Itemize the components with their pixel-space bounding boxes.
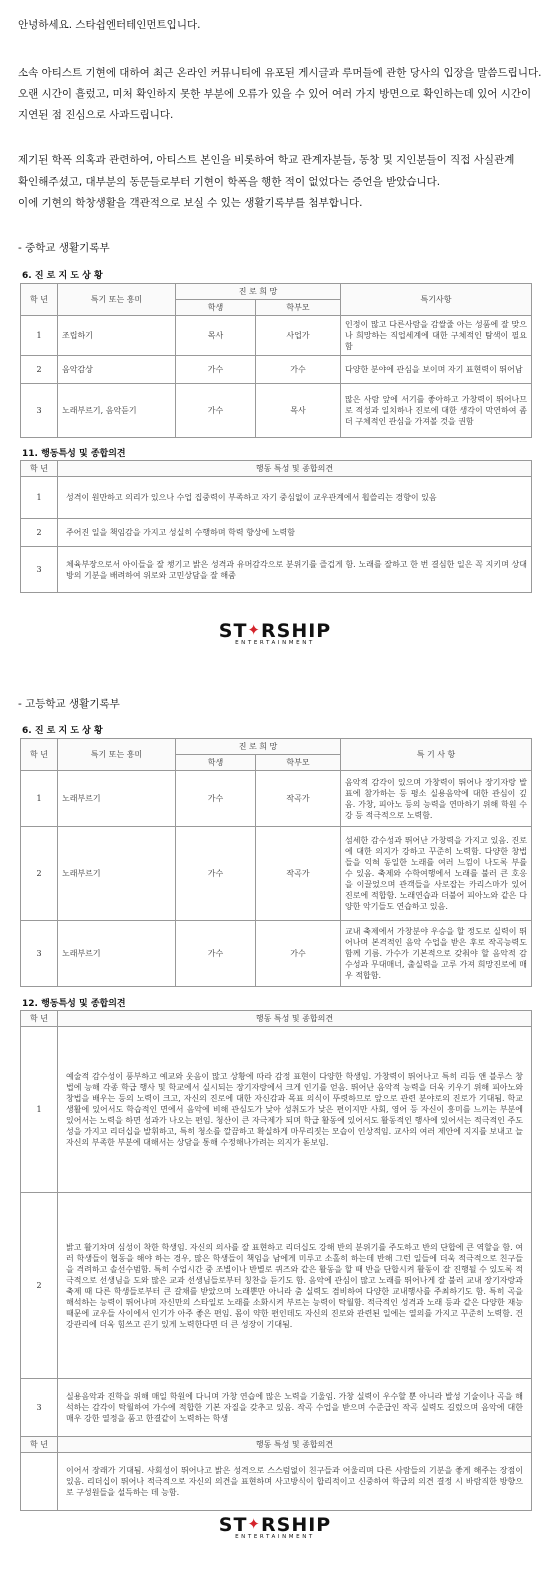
table-row [21,1453,532,1511]
header-grade: 학 년 [21,1011,58,1027]
logo-wordmark: ST✦RSHIP [218,1514,332,1536]
header-notes: 특 기 사 항 [341,739,532,771]
cell-parent: 작곡가 [256,771,341,827]
middle-behavior-title: 11. 행동특성 및 종합의견 [22,449,126,459]
cell-grade: 2 [21,519,58,547]
greeting-text: 안녕하세요. 스타쉽엔터테인먼트입니다. [18,19,201,31]
cell-student: 가수 [176,827,256,921]
cell-interest: 노래부르기 [58,827,176,921]
header-opinion: 행동 특성 및 종합의견 [58,461,532,477]
table-row [21,1193,532,1379]
cell-notes: 인정이 많고 다른사람을 감쌀줄 아는 성품에 잘 맞으나 희망하는 직업세계에 대한 구체적인 탐색이 필요함 [341,316,532,356]
table-row [21,827,532,921]
cell-parent: 목사 [256,384,341,438]
cell-parent: 가수 [256,356,341,384]
header-grade: 학 년 [21,1437,58,1453]
cell-grade: 3 [21,384,58,438]
cell-opinion: 주어진 일을 책임감을 가지고 성실히 수행하며 학력 향상에 노력함 [58,519,532,547]
high-career-table [20,738,532,987]
logo-subtitle: ENTERTAINMENT [235,1534,315,1540]
cell-interest: 음악감상 [58,356,176,384]
cell-grade-empty [21,1453,58,1511]
header-grade: 학 년 [21,461,58,477]
table-row [21,771,532,827]
starship-logo [0,1514,550,1540]
table-row [21,316,532,356]
header-grade: 학 년 [21,739,58,771]
cell-parent: 사업가 [256,316,341,356]
header-parent: 학부모 [256,755,341,771]
logo-subtitle: ENTERTAINMENT [235,640,315,646]
statement-line: 지연된 점 진심으로 사과드립니다. [18,109,174,121]
table-row [21,384,532,438]
table-row [21,1027,532,1193]
header-student: 학생 [176,300,256,316]
cell-interest: 노래부르기 [58,771,176,827]
cell-grade: 2 [21,827,58,921]
header-opinion: 행동 특성 및 종합의견 [58,1437,532,1453]
middle-behavior-table [20,460,532,593]
header-grade: 학 년 [21,284,58,316]
header-notes: 특기사항 [341,284,532,316]
statement-line: 이에 기현의 학창생활을 객관적으로 보실 수 있는 생활기록부를 첨부합니다. [18,197,363,209]
star-icon: ✦ [247,621,261,639]
cell-grade: 2 [21,1193,58,1379]
cell-grade: 1 [21,771,58,827]
cell-student: 가수 [176,356,256,384]
cell-parent: 작곡가 [256,827,341,921]
cell-grade: 1 [21,316,58,356]
statement-line: 제기된 학폭 의혹과 관련하여, 아티스트 본인을 비롯하여 학교 관계자분들, 동창 및 지인분들이 직접 사실관계 [18,154,515,166]
starship-logo [0,620,550,646]
cell-grade: 1 [21,1027,58,1193]
middle-career-table [20,283,532,438]
statement-line: 오랜 시간이 흘렀고, 미처 확인하지 못한 부분에 오류가 있을 수 있어 여러 가지 방면으로 확인하는데 있어 시간이 [18,88,532,100]
cell-interest: 노래부르기, 음악듣기 [58,384,176,438]
cell-notes: 섬세한 감수성과 뛰어난 가창력을 가지고 있음. 진로에 대한 의지가 강하고 꾸준히 노력함. 다양한 창법들을 익혀 동일한 노래를 여러 느낌이 나도록 부를 수 있음. 축제와 수학여행에서 노래를 불러 큰 호응을 이끌었으며 관객들을 사로잡는 카리스마가 있어 진로에 적합함. 노래연습과 더불어 피아노와 같은 다양한 악기들도 연습하고 있음. [341,827,532,921]
cell-student: 목사 [176,316,256,356]
table-row [21,547,532,593]
cell-student: 가수 [176,384,256,438]
header-interest: 특기 또는 흥미 [58,284,176,316]
header-opinion: 행동 특성 및 종합의견 [58,1011,532,1027]
cell-opinion: 이어서 장래가 기대됨. 사회성이 뛰어나고 밝은 성격으로 스스럼없이 친구들과 어울리며 다른 사람들의 기분을 좋게 해주는 장점이 있음. 리더십이 뛰어나 적극적으로 자신의 의견을 표현하며 사고방식이 합리적이고 신중하여 학급의 의견 결정 시 바람직한 방향으로 구성원들을 설득하는 데 능함. [58,1453,532,1511]
cell-student: 가수 [176,771,256,827]
cell-grade: 2 [21,356,58,384]
header-student: 학생 [176,755,256,771]
cell-notes: 다양한 분야에 관심을 보이며 자기 표현력이 뛰어남 [341,356,532,384]
cell-grade: 3 [21,1379,58,1437]
cell-opinion: 체육부장으로서 아이들을 잘 챙기고 밝은 성격과 유머감각으로 분위기를 즐겁게 함. 노래를 잘하고 한 번 결심한 일은 꼭 지키며 상대방의 기분을 배려하여 위로와 고민상담을 잘 해줌 [58,547,532,593]
cell-grade: 3 [21,547,58,593]
cell-parent: 가수 [256,921,341,987]
statement-line: 확인해주셨고, 대부분의 동문들로부터 기현이 학폭을 행한 적이 없었다는 증언을 받았습니다. [18,176,441,188]
high-career-title: 6. 진 로 지 도 상 황 [22,726,103,736]
table-row [21,1379,532,1437]
header-career-hope: 진 로 희 망 [176,739,341,755]
high-behavior-title: 12. 행동특성 및 종합의견 [22,999,126,1009]
high-behavior-table [20,1010,532,1511]
table-row [21,477,532,519]
middle-school-section-title: - 중학교 생활기록부 [18,242,110,254]
table-row [21,519,532,547]
cell-notes: 음악적 감각이 있으며 가창력이 뛰어나 장기자랑 발표에 참가하는 등 평소 실용음악에 대한 관심이 깊음. 가창, 피아노 등의 능력을 연마하기 위해 학원 수강 등 적극적으로 노력함. [341,771,532,827]
cell-interest: 조립하기 [58,316,176,356]
cell-opinion: 밝고 활기차며 심성이 착한 학생임. 자신의 의사를 잘 표현하고 리더십도 강해 반의 분위기를 주도하고 반의 단합에 큰 역할을 함. 여러 학생들이 협동을 해야 하는 경우, 많은 학생들이 책임을 남에게 미루고 소홀히 하는데 반해 그런 일들에 더욱 적극적으로 친구들을 격려하고 솔선수범함. 특히 수업시간 중 조별이나 반별로 퀴즈와 같은 활동을 할 때 반을 단합시켜 활동이 잘 진행될 수 있도록 적극적으로 선생님을 도와 많은 교과 선생님들로부터 칭찬을 듣기도 함. 음악에 관심이 많고 노래를 뛰어나게 잘 불러 교내 장기자랑과 축제 때 다른 학생들로부터 큰 갈채를 받았으며 노래뿐만 아니라 춤 실력도 겸비하여 다양한 교내행사를 주최하기도 함. 특히 곡을 해석하는 능력이 뛰어나며 자신만의 스타일로 노래를 소화시켜 부르는 능력이 탁월함. 적극적인 성격과 노래 등과 같은 다양한 재능 때문에 교우들 사이에서 인기가 아주 좋은 편임. 몸이 약한 편인데도 자신의 진로와 관련된 일에는 열의를 가지고 꾸준히 노력함. 건강관리에 더욱 힘쓰고 끈기 있게 노력한다면 더 큰 성장이 기대됨. [58,1193,532,1379]
header-interest: 특기 또는 흥미 [58,739,176,771]
high-school-section-title: - 고등학교 생활기록부 [18,698,120,710]
cell-grade: 1 [21,477,58,519]
cell-notes: 교내 축제에서 가창분야 우승을 할 정도로 실력이 뛰어나며 본격적인 음악 수업을 받은 후로 작곡능력도 함께 기름. 가수가 기본적으로 갖춰야 할 음악적 감수성과 무대매너, 출실력을 고루 가져 희망진로에 매우 적합함. [341,921,532,987]
star-icon: ✦ [247,1515,261,1533]
middle-career-title: 6. 진 로 지 도 상 황 [22,271,103,281]
cell-interest: 노래부르기 [58,921,176,987]
statement-line: 소속 아티스트 기현에 대하여 최근 온라인 커뮤니티에 유포된 게시글과 루머들에 관한 당사의 입장을 말씀드립니다. [18,67,542,79]
cell-grade: 3 [21,921,58,987]
header-career-hope: 진 로 희 망 [176,284,341,300]
table-row [21,921,532,987]
cell-student: 가수 [176,921,256,987]
cell-notes: 많은 사람 앞에 서기를 좋아하고 가창력이 뛰어나므로 적성과 일치하나 진로에 대한 생각이 막연하여 좀더 구체적인 관심을 가져볼 것을 권함 [341,384,532,438]
cell-opinion: 예술적 감수성이 풍부하고 예교와 웃음이 많고 상황에 따라 감정 표현이 다양한 학생임. 가창력이 뛰어나고 특히 리듬 앤 블루스 창법에 능해 각종 학급 행사 및 학교에서 실시되는 장기자랑에서 크게 인기를 얻음. 뛰어난 음악적 능력을 더욱 키우기 위해 피아노와 창법을 배우는 등의 노력이 크고, 자신의 진로에 대한 자신감과 목표 의식이 뚜렷하므로 앞으로 관련 분야로의 진로가 기대됨. 학교 생활에 있어서도 학습적인 면에서 음악에 비해 관심도가 낮아 성취도가 낮은 편이지만 사회, 영어 등 자신이 흥미를 느끼는 부분에 있어서는 노력을 하면 성과가 나오는 편임. 청산이 큰 자극제가 되며 학급 활동에 있어서도 활동적인 행사에 있어서는 적극적인 주도성을 가지고 리더십을 발휘하고, 특히 청소를 깔끔하고 확실하게 마무리짓는 모습이 인상적임. 교사의 여러 제안에 지지를 보내고 늘 자신의 부족한 부분에 대해서는 상담을 통해 수정해나가려는 의지가 돋보임. [58,1027,532,1193]
table-row [21,356,532,384]
header-parent: 학부모 [256,300,341,316]
cell-opinion: 성격이 원만하고 의리가 있으나 수업 집중력이 부족하고 자기 중심없이 교우관계에서 휩쓸리는 경향이 있음 [58,477,532,519]
cell-opinion: 실용음악과 진학을 위해 매일 학원에 다니며 가창 연습에 많은 노력을 기울임. 가창 실력이 우수할 뿐 아니라 발성 기술이나 곡을 해석하는 감각이 탁월하여 가수에 적합한 기본 자질을 갖추고 있음. 작곡 수업을 받으며 수준급인 작곡 실력도 길렀으며 음악에 대한 매우 강한 열정을 품고 한결같이 노력하는 학생 [58,1379,532,1437]
logo-wordmark: ST✦RSHIP [218,620,332,642]
